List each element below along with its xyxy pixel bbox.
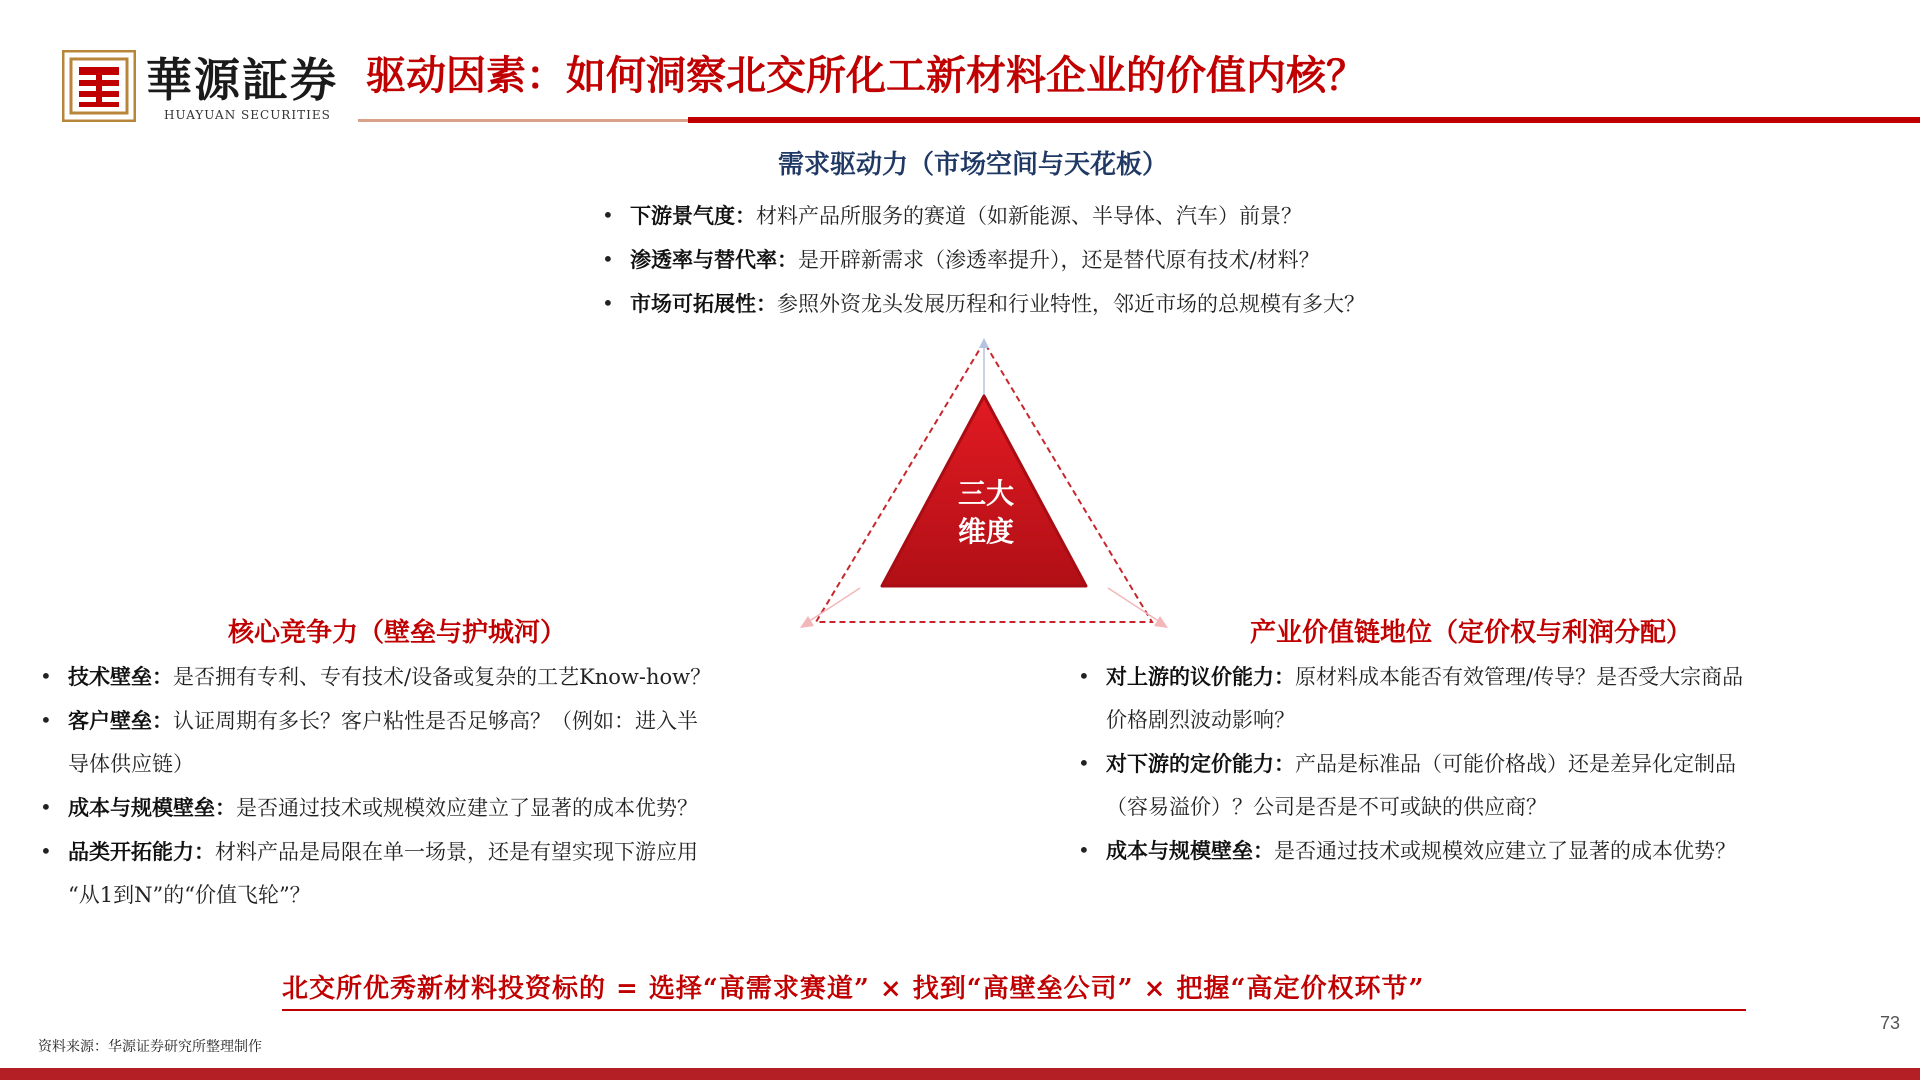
bullet-text-continued: （容易溢价）？公司是否是不可或缺的供应商？ [1106,795,1547,819]
bullet-label: 下游景气度： [630,203,756,228]
footer-bar [0,1068,1920,1080]
bullet-label: 对下游的定价能力： [1106,751,1295,776]
bullet-label: 成本与规模壁垒： [68,795,236,820]
source-note: 资料来源：华源证券研究所整理制作 [38,1039,262,1055]
formula-underline [282,1009,1746,1011]
bullet-text: 是否通过技术或规模效应建立了显著的成本优势？ [236,796,698,820]
page-title: 驱动因素：如何洞察北交所化工新材料企业的价值内核？ [366,52,1366,99]
value-chain-section-title: 产业价值链地位（定价权与利润分配） [1250,618,1693,648]
demand-section-title: 需求驱动力（市场空间与天花板） [778,150,1169,180]
bullet-icon: • [40,664,52,688]
bullet-label: 成本与规模壁垒： [1106,838,1274,863]
bullet-icon: • [602,291,614,315]
bullet-icon: • [1078,664,1090,688]
bullet-icon: • [40,839,52,863]
bullet-text: 认证周期有多长？客户粘性是否足够高？（例如：进入半 [173,709,698,733]
logo-icon [62,50,136,122]
bullet-text: 是否通过技术或规模效应建立了显著的成本优势？ [1274,839,1736,863]
bullet-icon: • [1078,751,1090,775]
value-chain-bullet-list [1078,655,1744,873]
list-item [602,238,1365,282]
list-item-continuation [68,743,711,786]
bullet-label: 渗透率与替代率： [630,247,798,272]
bullet-text: 是开辟新需求（渗透率提升），还是替代原有技术/材料？ [798,248,1320,272]
bullet-text: 参照外资龙头发展历程和行业特性，邻近市场的总规模有多大？ [777,292,1365,316]
list-item-continuation [1106,699,1743,742]
bullet-text-continued: 价格剧烈波动影响？ [1106,708,1295,732]
demand-bullet-list [602,194,1365,326]
arrow-right-head [1154,616,1168,628]
list-item [40,655,712,699]
bullet-text: 材料产品所服务的赛道（如新能源、半导体、汽车）前景？ [756,204,1302,228]
list-item [1078,829,1743,873]
list-item [602,194,1365,238]
list-item-continuation [68,874,711,917]
arrow-up-head [979,338,989,348]
triangle-label-line2: 维度 [957,515,1014,548]
brand-english-name: HUAYUAN SECURITIES [164,108,331,122]
list-item-continuation [1106,786,1743,829]
bullet-label: 对上游的议价能力： [1106,664,1295,689]
arrow-left-head [800,616,814,628]
bullet-icon: • [40,795,52,819]
bullet-text-continued: “从1到N”的“价值飞轮”？ [68,883,311,907]
list-item [40,699,711,743]
brand-name: 華源証券 [146,53,338,107]
triangle-label-line1: 三大 [957,477,1014,510]
core-section-title: 核心竞争力（壁垒与护城河） [228,618,567,648]
header-divider-thick [688,117,1920,123]
arrow-right [1108,588,1160,622]
bullet-text: 产品是标准品（可能价格战）还是差异化定制品 [1295,752,1736,776]
bullet-text: 材料产品是局限在单一场景，还是有望实现下游应用 [215,840,698,864]
bullet-icon: • [602,247,614,271]
bullet-text: 原材料成本能否有效管理/传导？是否受大宗商品 [1295,665,1744,689]
bullet-label: 品类开拓能力： [68,839,215,864]
header-divider-thin [358,119,688,122]
bullet-text: 是否拥有专利、专有技术/设备或复杂的工艺Know-how？ [173,665,712,689]
list-item [40,830,711,874]
bullet-label: 市场可拓展性： [630,291,777,316]
list-item [40,786,711,830]
list-item [602,282,1365,326]
core-bullet-list [40,655,712,917]
bullet-icon: • [40,708,52,732]
bullet-text-continued: 导体供应链） [68,752,194,776]
investment-formula: 北交所优秀新材料投资标的 = 选择“高需求赛道” × 找到“高壁垒公司” × 把握“高定价权环节” [282,974,1425,1004]
list-item [1078,742,1743,786]
bullet-label: 技术壁垒： [68,664,173,689]
bullet-label: 客户壁垒： [68,708,173,733]
list-item [1078,655,1744,699]
bullet-icon: • [602,203,614,227]
page-number: 73 [1880,1013,1901,1033]
bullet-icon: • [1078,838,1090,862]
